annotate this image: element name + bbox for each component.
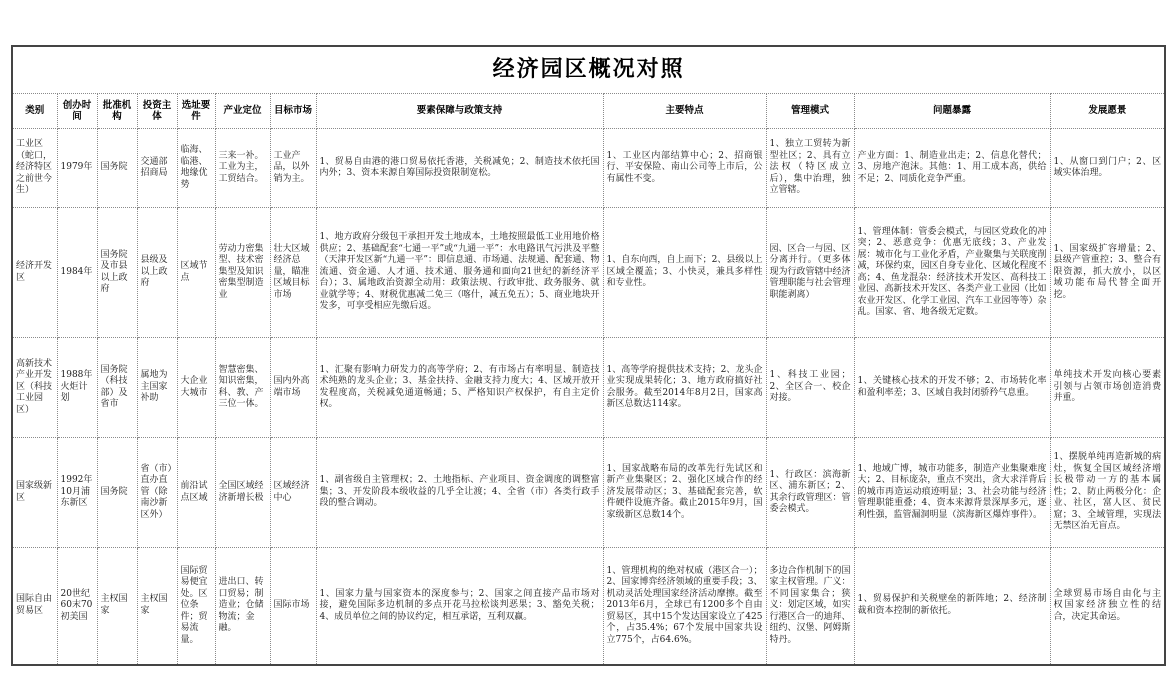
cell-approving-authority: 国务院（科技部）及省市 bbox=[97, 338, 137, 438]
cell-category: 高新技术产业开发区（科技工业园区） bbox=[12, 338, 57, 438]
cell-development-vision: 1、国家级扩容增量；2、县级产管重控；3、整合有限资源，抓大放小，以区域功能布局代替全面开挖。 bbox=[1050, 208, 1165, 338]
col-header-founding-time: 创办时间 bbox=[57, 94, 97, 129]
cell-management-model: 1、行政区：滨海新区、浦东新区；2、其余行政管理区：管委会模式。 bbox=[766, 438, 854, 548]
table-row-free-trade-zone bbox=[12, 548, 1165, 665]
cell-founding-time: 1979年 bbox=[57, 129, 97, 208]
cell-factor-guarantee: 1、国家力量与国家资本的深度参与；2、国家之间直接产品市场对接，避免国际多边机制的多点开花马拉松谈判恶果；3、豁免关税；4、成员单位之间的协议约定，相互承诺，互利双赢。 bbox=[316, 548, 603, 665]
cell-investment-entity: 属地为主国家补助 bbox=[137, 338, 177, 438]
cell-industry-positioning: 三来一补。工业为主，工贸结合。 bbox=[215, 129, 270, 208]
col-header-development-vision: 发展愿景 bbox=[1050, 94, 1165, 129]
col-header-exposed-problems: 问题暴露 bbox=[854, 94, 1050, 129]
cell-management-model: 1、独立工贸转为新型社区；2、具有立法权（特区成立后），集中治理，独立管辖。 bbox=[766, 129, 854, 208]
cell-factor-guarantee: 1、贸易自由港的港口贸易依托香港，关税减免；2、制造技术依托国内外；3、资本来源自筹国际投资限制宽松。 bbox=[316, 129, 603, 208]
cell-target-market: 国内外高端市场 bbox=[270, 338, 316, 438]
cell-management-model: 园、区合一与园、区分离并行。（更多体现为行政管辖中经济管理职能与社会管理职能剥离） bbox=[766, 208, 854, 338]
col-header-factor-guarantee-policy-support: 要素保障与政策支持 bbox=[316, 94, 603, 129]
cell-exposed-problems: 1、关键核心技术的开发不够；2、市场转化率和盈利率差；3、区域自我封闭骄矜气息重。 bbox=[854, 338, 1050, 438]
cell-approving-authority: 主权国家 bbox=[97, 548, 137, 665]
cell-main-features: 1、国家战略布局的改革先行先试区和新产业集聚区；2、强化区域合作的经济发展带动区；3、基础配套完善，软件硬件设施齐备。截止2015年9月，国家级新区总数14个。 bbox=[603, 438, 766, 548]
cell-site-requirements: 大企业大城市 bbox=[177, 338, 215, 438]
cell-target-market: 壮大区域经济总量，瞄准区域目标市场 bbox=[270, 208, 316, 338]
cell-founding-time: 1992年10月浦东新区 bbox=[57, 438, 97, 548]
cell-investment-entity: 交通部招商局 bbox=[137, 129, 177, 208]
cell-management-model: 1、科技工业园；2、全区合一、校企对接。 bbox=[766, 338, 854, 438]
col-header-target-market: 目标市场 bbox=[270, 94, 316, 129]
cell-industry-positioning: 进出口、转口贸易；制造业；仓储物流；金融。 bbox=[215, 548, 270, 665]
cell-approving-authority: 国务院及市县以上政府 bbox=[97, 208, 137, 338]
cell-investment-entity: 主权国家 bbox=[137, 548, 177, 665]
cell-category: 国际自由贸易区 bbox=[12, 548, 57, 665]
cell-site-requirements: 国际贸易便宜处。区位条件；贸易流量。 bbox=[177, 548, 215, 665]
col-header-industry-positioning: 产业定位 bbox=[215, 94, 270, 129]
cell-founding-time: 1988年火炬计划 bbox=[57, 338, 97, 438]
cell-main-features: 1、自东向西，自上而下；2、县级以上区域全覆盖；3、小快灵，兼具多样性和专业性。 bbox=[603, 208, 766, 338]
cell-category: 工业区（蛇口，经济特区之前世今生） bbox=[12, 129, 57, 208]
cell-factor-guarantee: 1、汇聚有影响力研发力的高等学府；2、有市场占有率明显、制造技术纯熟的龙头企业；3、基金扶持、金融支持力度大；4、区域开放开发程度高，关税减免通道畅通；5、严格知识产权保护，有自主定价权。 bbox=[316, 338, 603, 438]
comparison-table bbox=[11, 45, 1166, 666]
cell-factor-guarantee: 1、副省级自主管理权；2、土地指标、产业项目、资金调度的调整富集；3、开发阶段本级收益的几乎全让渡；4、全省（市）各类行政手段的整合调动。 bbox=[316, 438, 603, 548]
cell-exposed-problems: 产业方面：1、制造业出走；2、信息化替代；3、房地产泡沫。其他：1、用工成本高，供给不足；2、同质化竞争严重。 bbox=[854, 129, 1050, 208]
cell-industry-positioning: 全国区域经济新增长极 bbox=[215, 438, 270, 548]
table-row-national-new-area bbox=[12, 438, 1165, 548]
cell-management-model: 多边合作机制下的国家主权管理。广义：不同国家集合；狭义：划定区域，如实行港区合一的迪拜、纽约、汉堡、阿姆斯特丹。 bbox=[766, 548, 854, 665]
cell-development-vision: 单纯技术开发向核心要素引领与占领市场创造消费并重。 bbox=[1050, 338, 1165, 438]
cell-exposed-problems: 1、贸易保护和关税壁垒的新阵地；2、经济制裁和资本控制的新依托。 bbox=[854, 548, 1050, 665]
cell-industry-positioning: 智慧密集、知识密集，科、教、产三位一体。 bbox=[215, 338, 270, 438]
table-row-hightech-zone bbox=[12, 338, 1165, 438]
table-row-economic-development-zone bbox=[12, 208, 1165, 338]
cell-development-vision: 1、摆脱单纯再造新城的病灶，恢复全国区域经济增长极带动一方的基本属性；2、防止两极分化：企业、社区，富人区、贫民窟；3、全域管理，实现法无禁区治无盲点。 bbox=[1050, 438, 1165, 548]
cell-exposed-problems: 1、地域广博，城市功能多，制造产业集聚难度大；2、目标庞杂，重点不突出，贪大求洋背后的城市再造运动痕迹明显；3、社会功能与经济管理职能重叠；4、资本来源背景深厚多元，逐利性强，监管漏洞明显（滨海新区爆炸事件）。 bbox=[854, 438, 1050, 548]
cell-investment-entity: 县级及以上政府 bbox=[137, 208, 177, 338]
cell-factor-guarantee: 1、地方政府分级包干承担开发土地成本，土地按照最低工业用地价格供应；2、基础配套“七通一平”或“九通一平”：水电路讯气污洪及平整（天津开发区新“九通一平”：即信息通、市场通、法规通、配套通、物流通、资金通、人才通、技术通、服务通和面向21世纪的新经济平台）；3、属地政治资源全动用：政策法规、行政审批、政务服务、就业就学等；4、财税优惠减二免三（喀什，减五免五）；5、商业地块开发多，可享受相应先缴后返。 bbox=[316, 208, 603, 338]
cell-approving-authority: 国务院 bbox=[97, 129, 137, 208]
cell-target-market: 国际市场 bbox=[270, 548, 316, 665]
cell-category: 国家级新区 bbox=[12, 438, 57, 548]
cell-site-requirements: 前沿试点区域 bbox=[177, 438, 215, 548]
cell-target-market: 区域经济中心 bbox=[270, 438, 316, 548]
col-header-main-features: 主要特点 bbox=[603, 94, 766, 129]
cell-target-market: 工业产品，以外销为主。 bbox=[270, 129, 316, 208]
cell-development-vision: 全球贸易市场自由化与主权国家经济独立性的结合，决定其命运。 bbox=[1050, 548, 1165, 665]
cell-exposed-problems: 1、管理体制：管委会模式，与园区党政化的冲突；2、恶意竞争：优惠无底线；3、产业发展：城市化与工业化矛盾，产业聚集与关联度削减，环保约束，园区自身专业化、区域化程度不高；4、鱼龙混杂：经济技术开发区、高科技工业园、高新技术开发区、各类产业工业园（比如农业开发区、化学工业园、汽车工业园等等）杂乱。国家、省、地各级无定数。 bbox=[854, 208, 1050, 338]
cell-category: 经济开发区 bbox=[12, 208, 57, 338]
cell-investment-entity: 省（市）直办直管（除南沙新区外） bbox=[137, 438, 177, 548]
cell-site-requirements: 区域节点 bbox=[177, 208, 215, 338]
col-header-category: 类别 bbox=[12, 94, 57, 129]
cell-development-vision: 1、从窗口到门户；2、区域实体治理。 bbox=[1050, 129, 1165, 208]
page-title: 经济园区概况对照 bbox=[12, 46, 1165, 94]
cell-main-features: 1、工业区内部结算中心；2、招商银行、平安保险、南山公司等上市后，公有属性不变。 bbox=[603, 129, 766, 208]
cell-approving-authority: 国务院 bbox=[97, 438, 137, 548]
col-header-site-requirements: 选址要件 bbox=[177, 94, 215, 129]
col-header-management-model: 管理模式 bbox=[766, 94, 854, 129]
cell-industry-positioning: 劳动力密集型、技术密集型及知识密集型制造业 bbox=[215, 208, 270, 338]
title-row bbox=[12, 46, 1165, 94]
cell-founding-time: 20世纪60末70初美国 bbox=[57, 548, 97, 665]
cell-main-features: 1、高等学府提供技术支持；2、龙头企业实现成果转化；3、地方政府搞好社会服务。截至2014年8月2日，国家高新区总数达114家。 bbox=[603, 338, 766, 438]
col-header-investment-entity: 投资主体 bbox=[137, 94, 177, 129]
cell-site-requirements: 临海、临港、地缘优势 bbox=[177, 129, 215, 208]
header-row bbox=[12, 94, 1165, 129]
col-header-approving-authority: 批准机构 bbox=[97, 94, 137, 129]
table-row-industrial-zone bbox=[12, 129, 1165, 208]
cell-main-features: 1、管理机构的绝对权威（港区合一）；2、国家博弈经济领域的重要手段；3、机动灵活处理国家经济活动摩擦。截至2013年6月，全球已有1200多个自由贸易区，其中15个发达国家设立了425个，占35.4%；67个发展中国家共设立775个，占64.6%。 bbox=[603, 548, 766, 665]
cell-founding-time: 1984年 bbox=[57, 208, 97, 338]
